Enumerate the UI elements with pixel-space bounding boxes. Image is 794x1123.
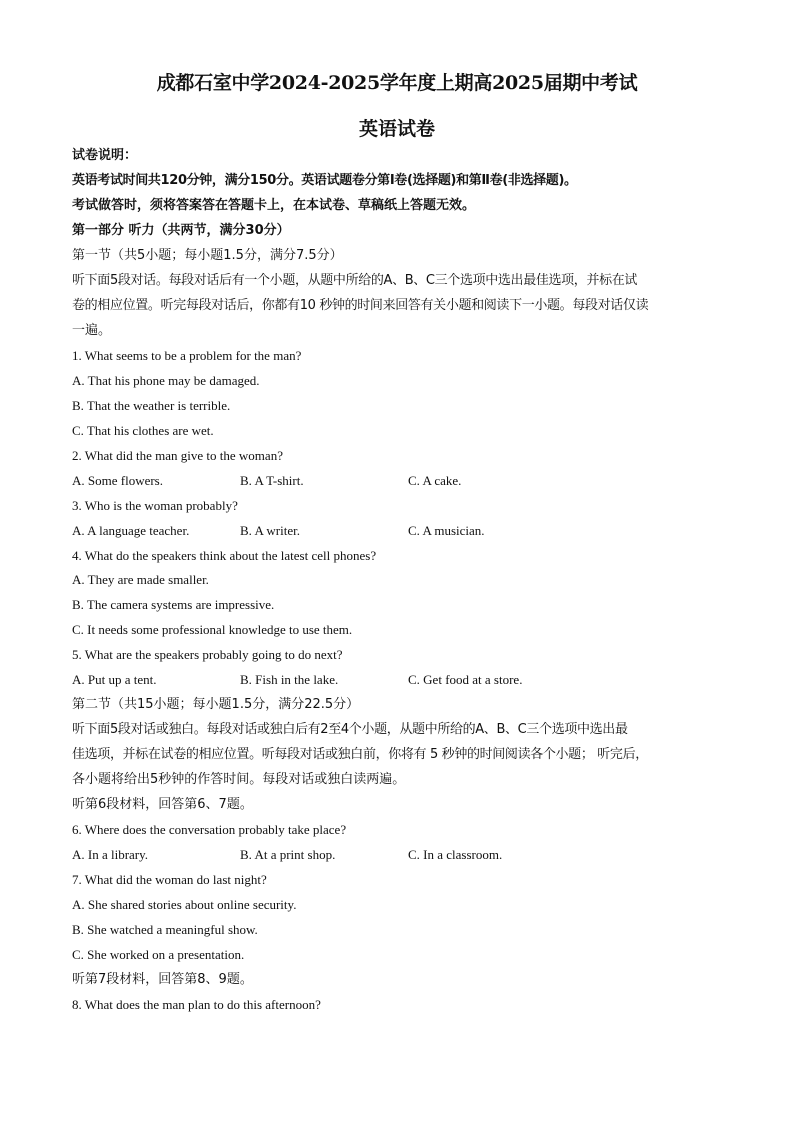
question-8: 8. What does the man plan to do this afternoon?	[72, 997, 321, 1012]
question-5: 5. What are the speakers probably going to do next?	[72, 647, 343, 662]
section1-directions-2: 卷的相应位置。听完每段对话后，你都有10 秒钟的时间来回答有关小题和阅读下一小题。每段对话仅读	[72, 298, 649, 313]
question-3-option-c: C. A musician.	[408, 523, 485, 538]
question-4-option-a: A. They are made smaller.	[72, 572, 209, 587]
question-6-option-c: C. In a classroom.	[408, 847, 503, 862]
question-1-option-c: C. That his clothes are wet.	[72, 423, 214, 438]
question-5-option-b: B. Fish in the lake.	[240, 672, 339, 687]
question-4: 4. What do the speakers think about the latest cell phones?	[72, 548, 377, 563]
question-5-option-a: A. Put up a tent.	[72, 672, 157, 687]
question-6: 6. Where does the conversation probably take place?	[72, 822, 347, 837]
section2-directions-1: 听下面5段对话或独白。每段对话或独白后有2至4个小题，从题中所给的A、B、C三个选项中选出最	[72, 722, 628, 737]
question-7-option-c: C. She worked on a presentation.	[72, 947, 245, 962]
exam-title: 成都石室中学2024-2025学年度上期高2025届期中考试	[156, 72, 638, 94]
section2-directions-2: 佳选项，并标在试卷的相应位置。听每段对话或独白前，你将有 5 秒钟的时间阅读各个小题； 听完后，	[72, 747, 648, 762]
material-7-heading: 听第7段材料，回答第8、9题。	[72, 972, 253, 987]
instructions-heading: 试卷说明：	[72, 148, 138, 163]
question-2-option-c: C. A cake.	[408, 473, 462, 488]
question-4-option-c: C. It needs some professional knowledge to use them.	[72, 622, 353, 637]
question-6-option-a: A. In a library.	[72, 847, 149, 862]
instructions-line-2: 考试做答时，须将答案答在答题卡上，在本试卷、草稿纸上答题无效。	[72, 198, 476, 213]
question-7: 7. What did the woman do last night?	[72, 872, 267, 887]
question-2-option-a: A. Some flowers.	[72, 473, 163, 488]
question-3-option-a: A. A language teacher.	[72, 523, 190, 538]
question-5-option-c: C. Get food at a store.	[408, 672, 523, 687]
exam-subtitle: 英语试卷	[358, 118, 435, 140]
material-6-heading: 听第6段材料，回答第6、7题。	[72, 797, 253, 812]
question-2: 2. What did the man give to the woman?	[72, 448, 283, 463]
part1-heading: 第一部分 听力（共两节，满分30分）	[72, 223, 290, 238]
question-3: 3. Who is the woman probably?	[72, 498, 238, 513]
question-3-option-b: B. A writer.	[240, 523, 300, 538]
section2-directions-3: 各小题将给出5秒钟的作答时间。每段对话或独白读两遍。	[72, 772, 406, 787]
question-7-option-a: A. She shared stories about online security.	[72, 897, 297, 912]
question-1: 1. What seems to be a problem for the man?	[72, 348, 302, 363]
question-6-option-b: B. At a print shop.	[240, 847, 336, 862]
question-1-option-a: A. That his phone may be damaged.	[72, 373, 260, 388]
question-1-option-b: B. That the weather is terrible.	[72, 398, 231, 413]
section1-directions-1: 听下面5段对话。每段对话后有一个小题，从题中所给的A、B、C三个选项中选出最佳选项，并标在试	[72, 273, 638, 288]
section2-heading: 第二节（共15小题；每小题1.5分，满分22.5分）	[72, 697, 360, 712]
section1-directions-3: 一遍。	[72, 323, 112, 338]
question-7-option-b: B. She watched a meaningful show.	[72, 922, 258, 937]
question-2-option-b: B. A T-shirt.	[240, 473, 304, 488]
instructions-line-1: 英语考试时间共120分钟，满分150分。英语试题卷分第Ⅰ卷(选择题)和第Ⅱ卷(非选择题)。	[72, 173, 577, 188]
section1-heading: 第一节（共5小题；每小题1.5分，满分7.5分）	[72, 248, 343, 263]
question-4-option-b: B. The camera systems are impressive.	[72, 597, 275, 612]
